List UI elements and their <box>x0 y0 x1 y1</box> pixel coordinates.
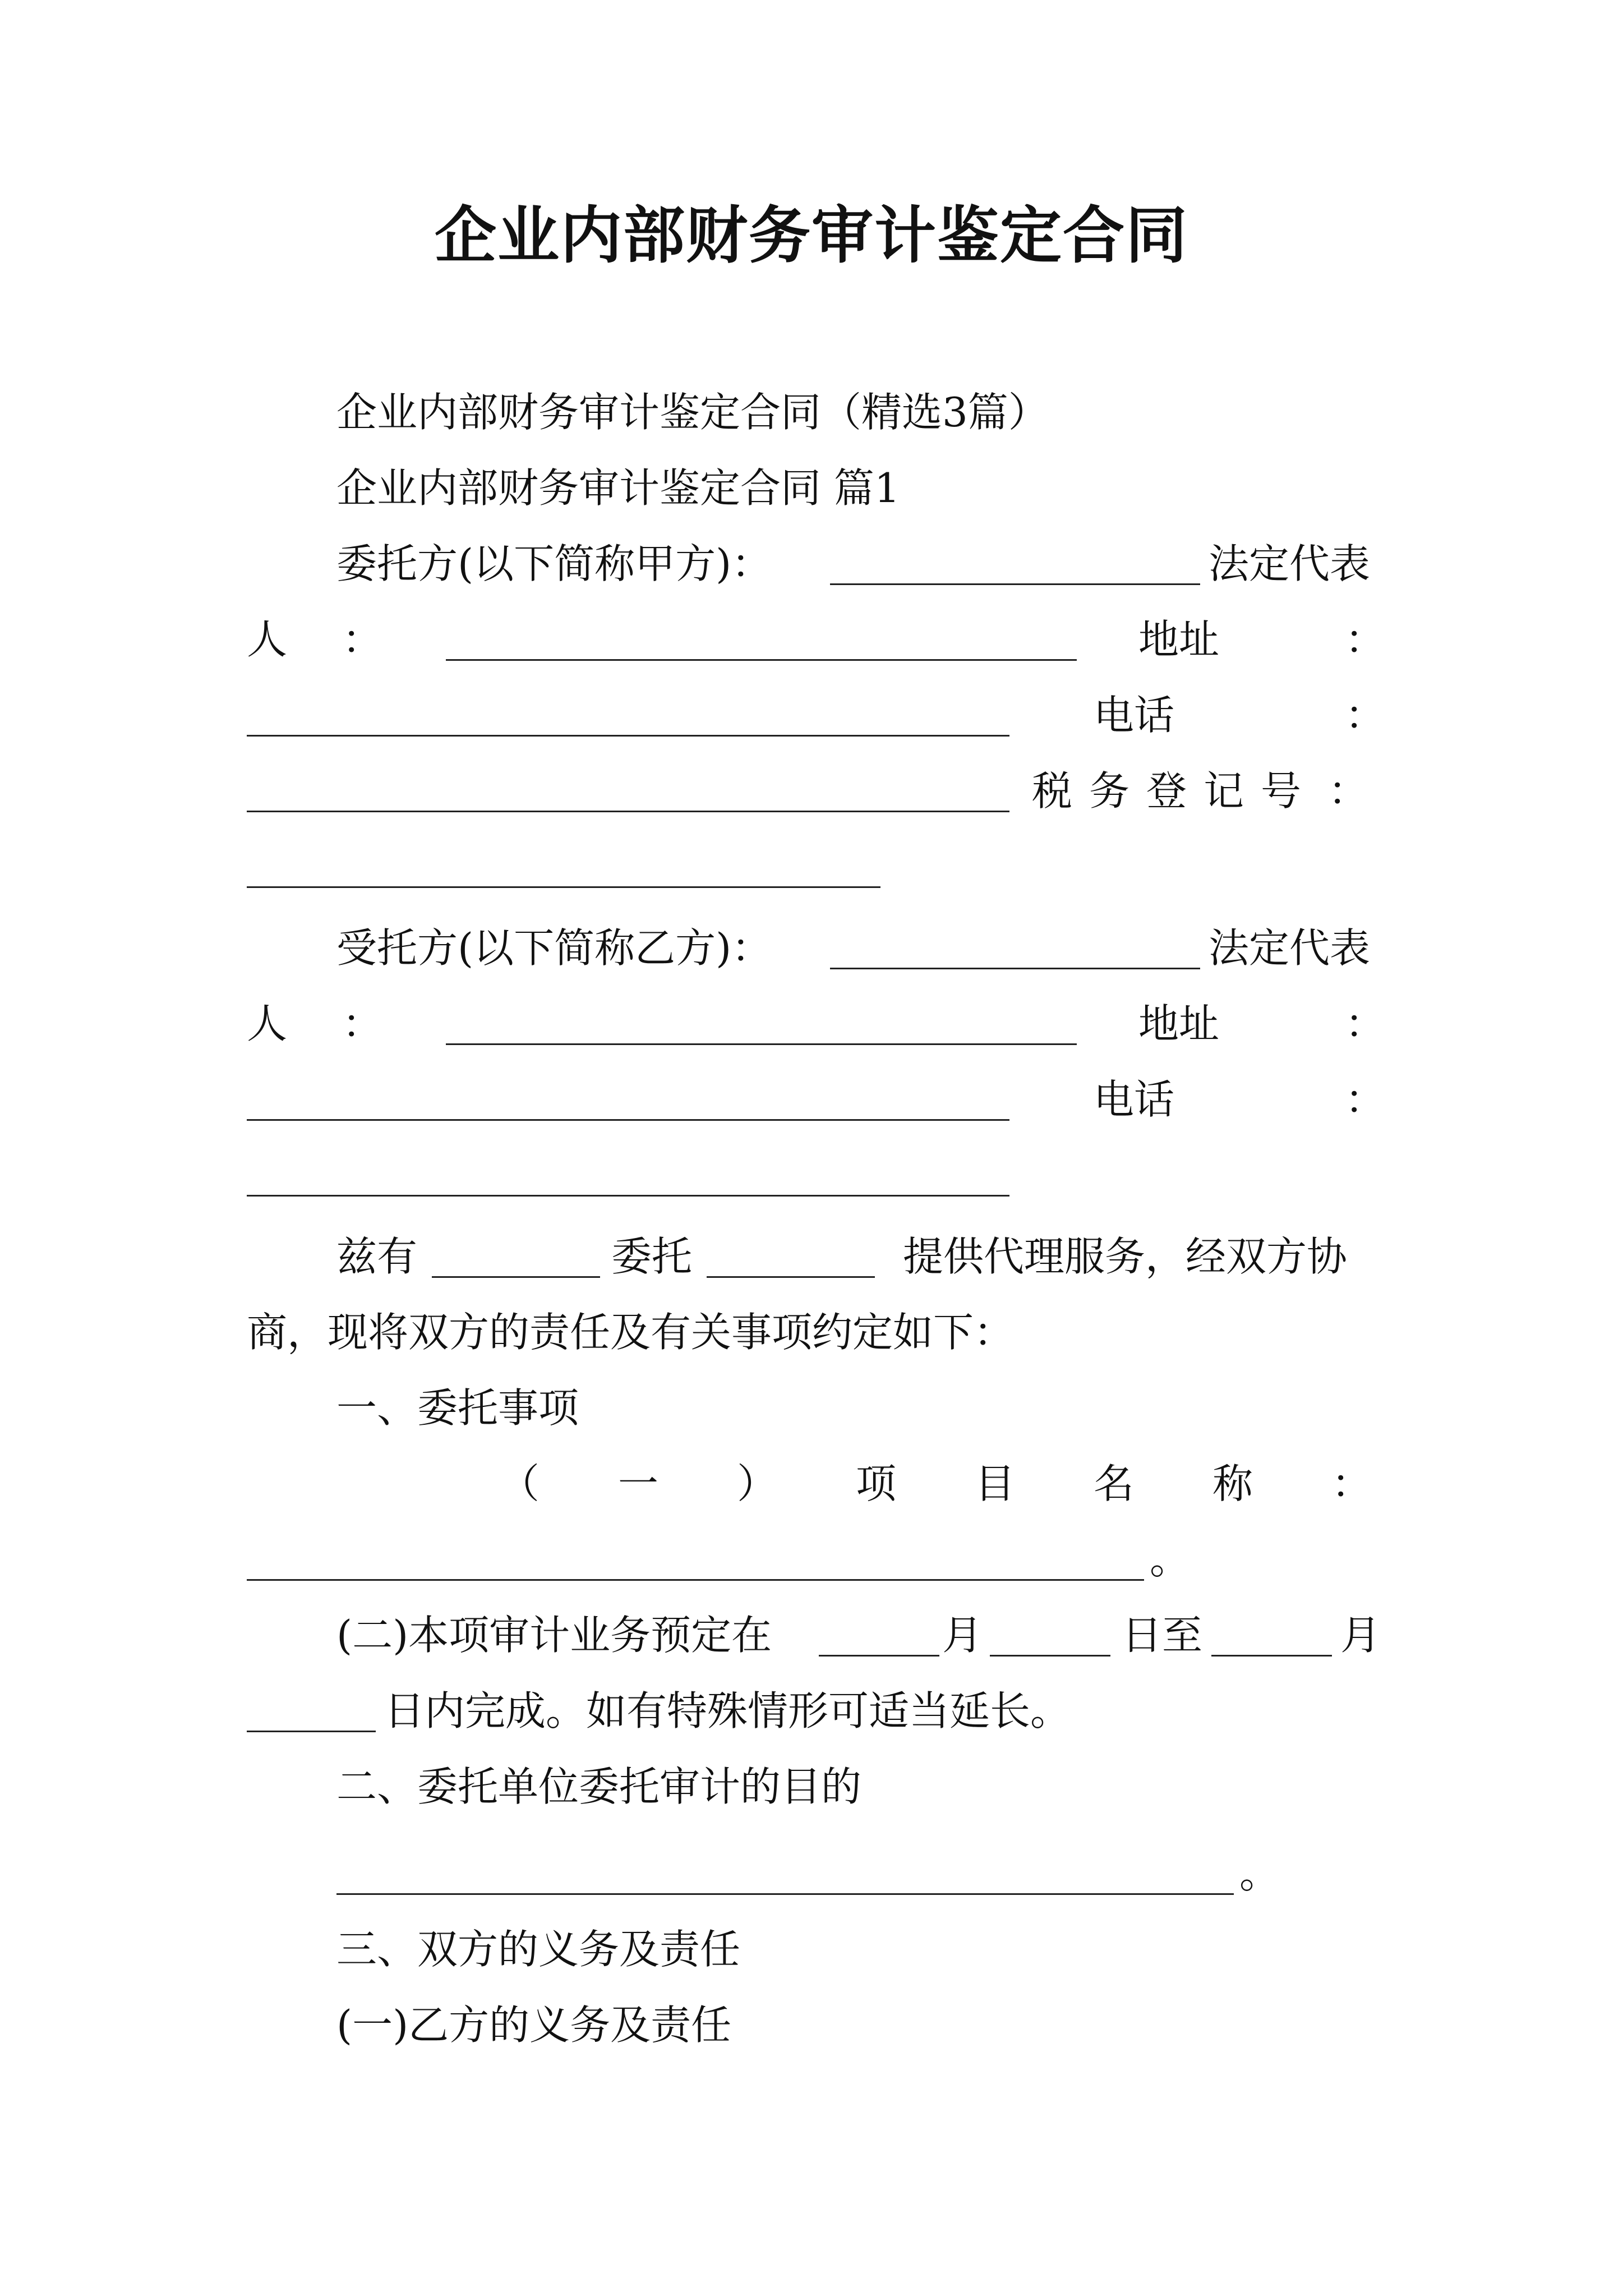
item1-line <box>247 1529 1385 1590</box>
party-a-tax-line <box>247 836 1385 898</box>
start-month-blank[interactable] <box>819 1655 939 1657</box>
party-b-address-line <box>247 1069 1385 1130</box>
intro-part2: 委托 <box>611 1233 693 1280</box>
section3-heading: 三、双方的义务及责任 <box>336 1926 741 1973</box>
party-a-address-label: 地址 ： <box>1138 616 1385 663</box>
end-month-blank[interactable] <box>1211 1655 1332 1657</box>
start-day-blank[interactable] <box>990 1655 1110 1657</box>
intro-line-2: 商，现将双方的责任及有关事项约定如下： <box>247 1309 1015 1356</box>
party-b-rep-line <box>247 993 1385 1055</box>
intro-blank-1[interactable] <box>432 1276 600 1278</box>
party-a-address-blank[interactable] <box>247 735 1009 737</box>
party-b-name-blank[interactable] <box>830 968 1200 969</box>
party-b-rep-blank[interactable] <box>446 1043 1077 1045</box>
party-a-phone-label: 电话 ： <box>1094 692 1385 739</box>
purpose-blank[interactable] <box>336 1893 1234 1895</box>
section2-heading: 二、委托单位委托审计的目的 <box>336 1763 862 1810</box>
item1-blank[interactable] <box>247 1579 1144 1581</box>
colon: ： <box>342 616 383 663</box>
party-a-tax-label: 税务登记号 ： <box>1032 767 1385 815</box>
party-a-line <box>336 533 1385 595</box>
party-a-rep-blank[interactable] <box>446 659 1077 661</box>
month-label: 月 <box>942 1612 983 1659</box>
period-mark: 。 <box>1150 1536 1191 1583</box>
intro-part3: 提供代理服务，经双方协 <box>903 1233 1348 1280</box>
party-a-name-blank[interactable] <box>830 583 1200 585</box>
part-heading: 企业内部财务审计鉴定合同 篇1 <box>336 464 900 512</box>
item1-label: （一）项目名称： <box>499 1460 1451 1507</box>
party-b-phone-line <box>247 1144 1385 1206</box>
intro-line <box>336 1226 1385 1287</box>
party-a-phone-blank[interactable] <box>247 811 1009 812</box>
party-a-address-line <box>247 684 1385 746</box>
party-a-tax-blank[interactable] <box>247 886 880 888</box>
item2-line-2 <box>247 1680 1385 1742</box>
party-a-rep-line <box>247 609 1385 670</box>
party-b-phone-label: 电话 ： <box>1094 1076 1385 1123</box>
party-a-rep-label-cont: 人 <box>247 616 288 663</box>
intro-part1: 兹有 <box>336 1233 418 1280</box>
end-day-blank[interactable] <box>247 1731 376 1732</box>
period-mark: 。 <box>1239 1850 1280 1897</box>
party-b-rep-label: 法定代表 <box>1209 924 1371 972</box>
party-b-address-label: 地址 ： <box>1138 1000 1385 1047</box>
section1-heading: 一、委托事项 <box>336 1384 579 1432</box>
item2-text: (二)本项审计业务预定在 <box>336 1612 772 1659</box>
party-a-phone-line <box>247 760 1385 822</box>
subtitle: 企业内部财务审计鉴定合同（精选3篇） <box>336 389 1049 436</box>
month-label-2: 月 <box>1340 1612 1381 1659</box>
party-b-rep-label-cont: 人 <box>247 1000 288 1047</box>
party-a-label: 委托方(以下简称甲方)： <box>336 540 772 587</box>
section2-line <box>336 1843 1385 1904</box>
day-to-label: 日至 <box>1122 1612 1203 1659</box>
colon: ： <box>342 1000 383 1047</box>
item2-line <box>336 1604 1385 1666</box>
item2-tail: 日内完成。如有特殊情形可适当延长。 <box>384 1687 1071 1734</box>
intro-blank-2[interactable] <box>707 1276 875 1278</box>
party-b-address-blank[interactable] <box>247 1119 1009 1121</box>
document-title: 企业内部财务审计鉴定合同 <box>435 200 1188 272</box>
party-b-label: 受托方(以下简称乙方)： <box>336 924 772 972</box>
party-b-phone-blank[interactable] <box>247 1195 1009 1197</box>
party-b-line <box>336 917 1385 979</box>
section3-sub1: (一)乙方的义务及责任 <box>336 2001 732 2049</box>
party-a-rep-label: 法定代表 <box>1209 540 1371 587</box>
